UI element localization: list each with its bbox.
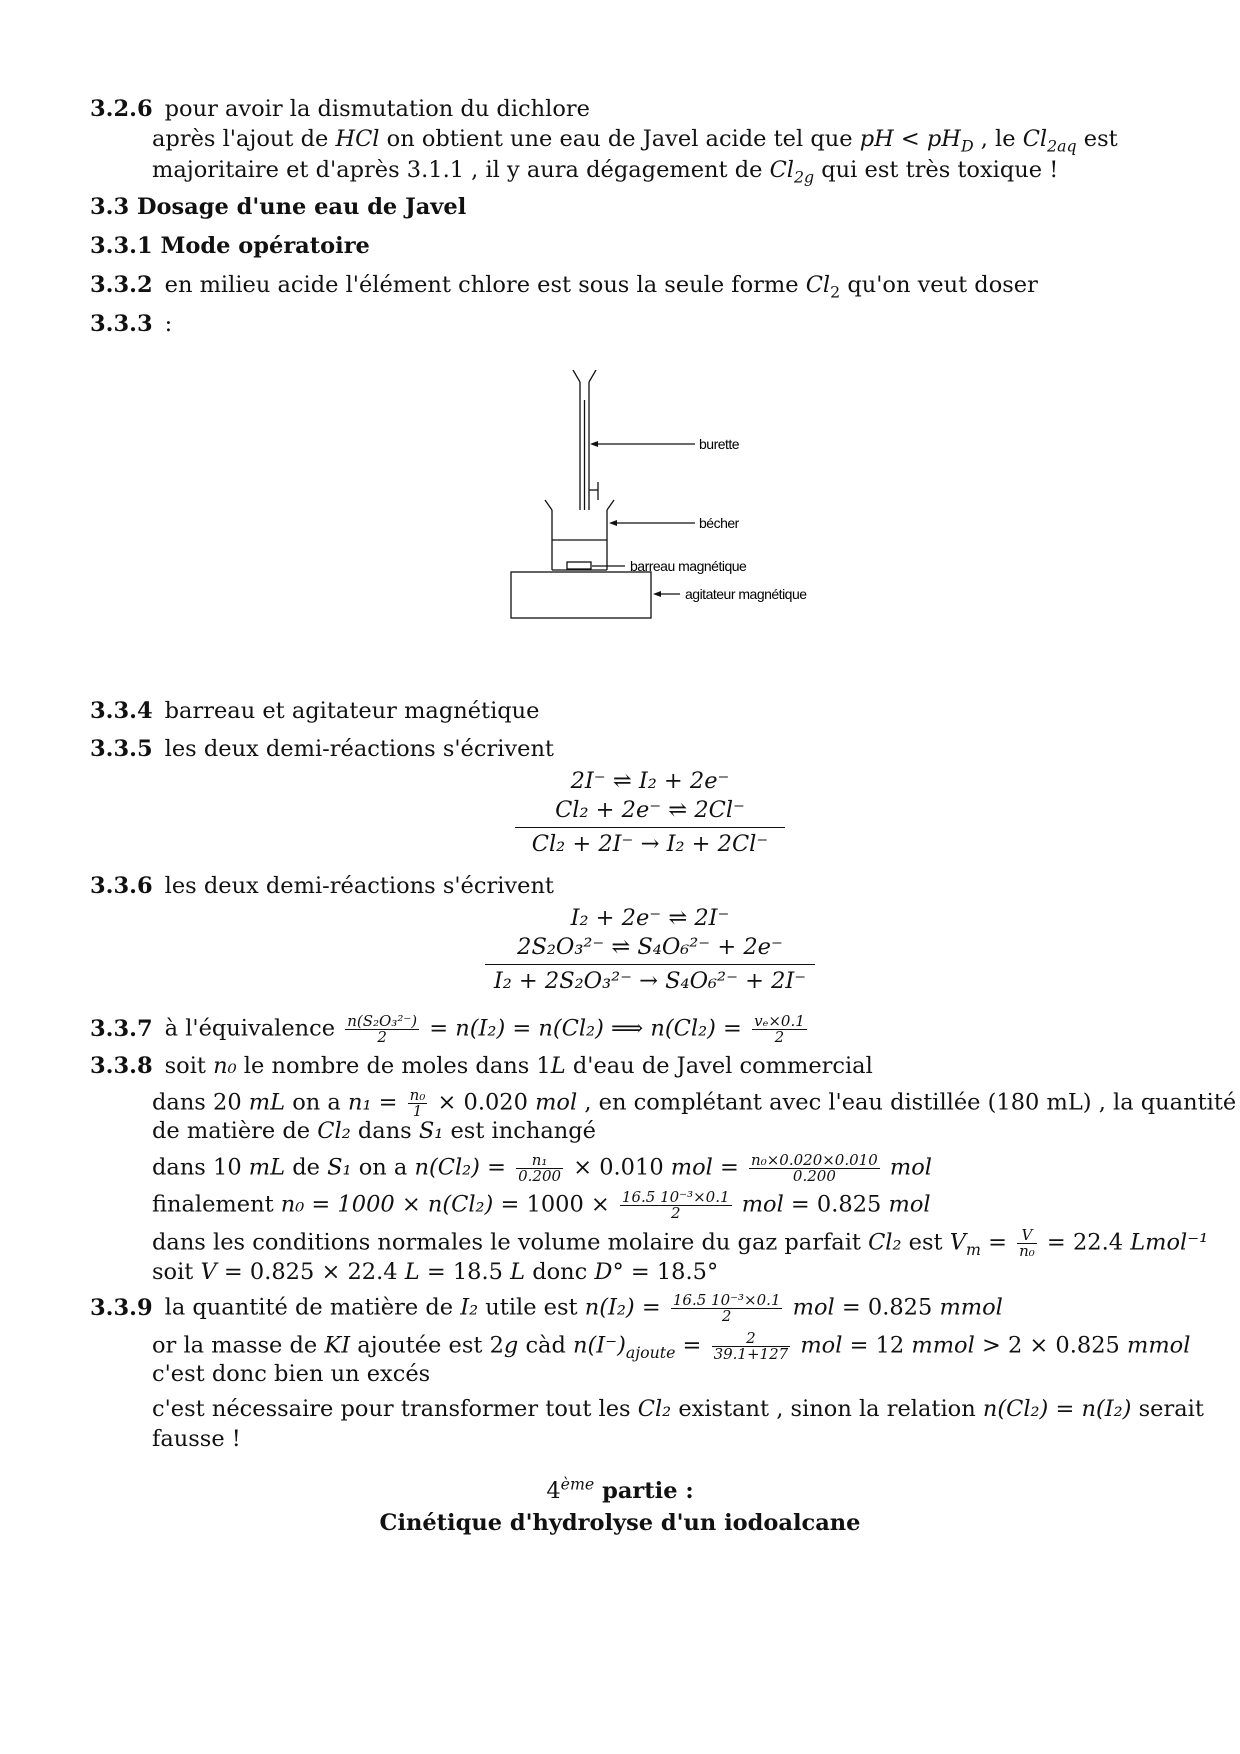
section-3-3-9-line4: c'est nécessaire pour transformer tout les Cl₂ existant , sinon la relation n(Cl₂) = n(I₂) serait (152, 1396, 1204, 1422)
section-3-3-9-line3: c'est donc bien un excés (152, 1361, 431, 1387)
part-heading: 4ème partie : (546, 1474, 694, 1504)
label-burette: burette (699, 436, 740, 452)
section-3-3-9-line5: fausse ! (152, 1426, 241, 1452)
section-3-3-4: 3.3.4 barreau et agitateur magnétique (90, 698, 540, 724)
section-number: 3.2.6 (90, 96, 153, 122)
section-3-3-9: 3.3.9 la quantité de matière de I₂ utile est n(I₂) = $\frac{\text{16.5 10⁻³×0.1}}{2}$ mol = 0.825 mmol (90, 1291, 1003, 1325)
sum-rule (515, 827, 785, 828)
section-3-3-1-title: 3.3.1 Mode opératoire (90, 233, 370, 259)
titration-diagram (495, 370, 875, 670)
burette-arrowhead (590, 441, 598, 447)
half-reaction-2: Cl₂ + 2e⁻ ⇌ 2Cl⁻ (555, 797, 745, 823)
section-3-3-3: 3.3.3 : (90, 311, 173, 337)
half-reaction-1: 2I⁻ ⇌ I₂ + 2e⁻ (570, 768, 730, 794)
section-3-2-6-line1: après l'ajout de HCl on obtient une eau de Javel acide tel que pH < $pH_D$ , le $Cl_{2aq}$ est (152, 126, 1118, 156)
section-3-3-5: 3.3.5 les deux demi-réactions s'écrivent (90, 736, 554, 762)
equation-block-3-3-5 (515, 767, 785, 859)
becher-arrowhead (609, 520, 617, 526)
becher-lip-left (545, 500, 552, 510)
overall-reaction: Cl₂ + 2I⁻ → I₂ + 2Cl⁻ (531, 831, 769, 857)
section-3-3-6: 3.3.6 les deux demi-réactions s'écrivent (90, 873, 554, 899)
section-3-3-8-line3: de matière de Cl₂ dans S₁ est inchangé (152, 1118, 596, 1144)
section-3-2-6: 3.2.6 pour avoir la dismutation du dichlore (90, 96, 590, 122)
label-barreau: barreau magnétique (630, 558, 747, 574)
magnetic-stirrer (511, 572, 651, 618)
label-becher: bécher (699, 515, 739, 531)
half-reaction-2: 2S₂O₃²⁻ ⇌ S₄O₆²⁻ + 2e⁻ (517, 934, 783, 960)
fraction: $\frac{\text{vₑ×0.1}}{2}$ (754, 1012, 805, 1046)
section-3-3-8-line4: dans 10 mL de S₁ on a n(Cl₂) = $\frac{\text{n₁}}{0.200}$ × 0.010 mol = $\frac{\text{n₀×0.020×0.010}}{0.200}$ mol (152, 1151, 932, 1185)
part-title: Cinétique d'hydrolyse d'un iodoalcane (379, 1510, 861, 1536)
magnetic-bar (567, 562, 591, 569)
overall-reaction: I₂ + 2S₂O₃²⁻ → S₄O₆²⁻ + 2I⁻ (493, 968, 807, 994)
section-3-3-9-line2: or la masse de KI ajoutée est 2g càd $n(I^-)_{ajoute}$ = $\frac{2}{39.1+127}$ mol = 12 mmol > 2 × 0.825 mmol (152, 1329, 1191, 1363)
agitateur-arrowhead (653, 591, 661, 597)
section-3-3-8-line7: soit V = 0.825 × 22.4 L = 18.5 L donc D° = 18.5° (152, 1259, 719, 1285)
fraction: $\frac{\text{n(S₂O₃²⁻)}}{2}$ (347, 1012, 418, 1046)
section-3-3-8-line2: dans 20 mL on a n₁ = $\frac{\text{n₀}}{1}$ × 0.020 mol , en complétant avec l'eau distillée (180 mL) , la quantité (152, 1086, 1237, 1120)
burette-funnel-right (589, 370, 596, 382)
sum-rule (485, 964, 815, 965)
section-3-3-8-line5: finalement n₀ = 1000 × n(Cl₂) = 1000 × $\frac{\text{16.5 10⁻³×0.1}}{2}$ mol = 0.825 mol (152, 1188, 931, 1222)
section-3-3-7: 3.3.7 à l'équivalence $\frac{\text{n(S₂O₃²⁻)}}{2}$ = n(I₂) = n(Cl₂) ⟹ n(Cl₂) = $\frac{\text{vₑ×0.1}}{2}$ (90, 1012, 805, 1046)
section-3-3-8: 3.3.8 soit n₀ le nombre de moles dans 1L d'eau de Javel commercial (90, 1053, 873, 1079)
becher-lip-right (607, 500, 614, 510)
section-3-2-6-line2: majoritaire et d'après 3.1.1 , il y aura dégagement de $Cl_{2g}$ qui est très toxique ! (152, 157, 1059, 187)
equation-block-3-3-6 (485, 904, 815, 996)
section-3-3-title: 3.3 Dosage d'une eau de Javel (90, 194, 467, 220)
section-3-3-8-line6: dans les conditions normales le volume molaire du gaz parfait Cl₂ est $V_m$ = $\frac{V}{\text{n₀}}$ = 22.4 Lmol⁻¹ (152, 1226, 1209, 1260)
label-agitateur: agitateur magnétique (685, 586, 807, 602)
section-3-3-2: 3.3.2 en milieu acide l'élément chlore est sous la seule forme $Cl_2$ qu'on veut doser (90, 272, 1038, 302)
burette-funnel-left (573, 370, 580, 382)
half-reaction-1: I₂ + 2e⁻ ⇌ 2I⁻ (570, 905, 730, 931)
